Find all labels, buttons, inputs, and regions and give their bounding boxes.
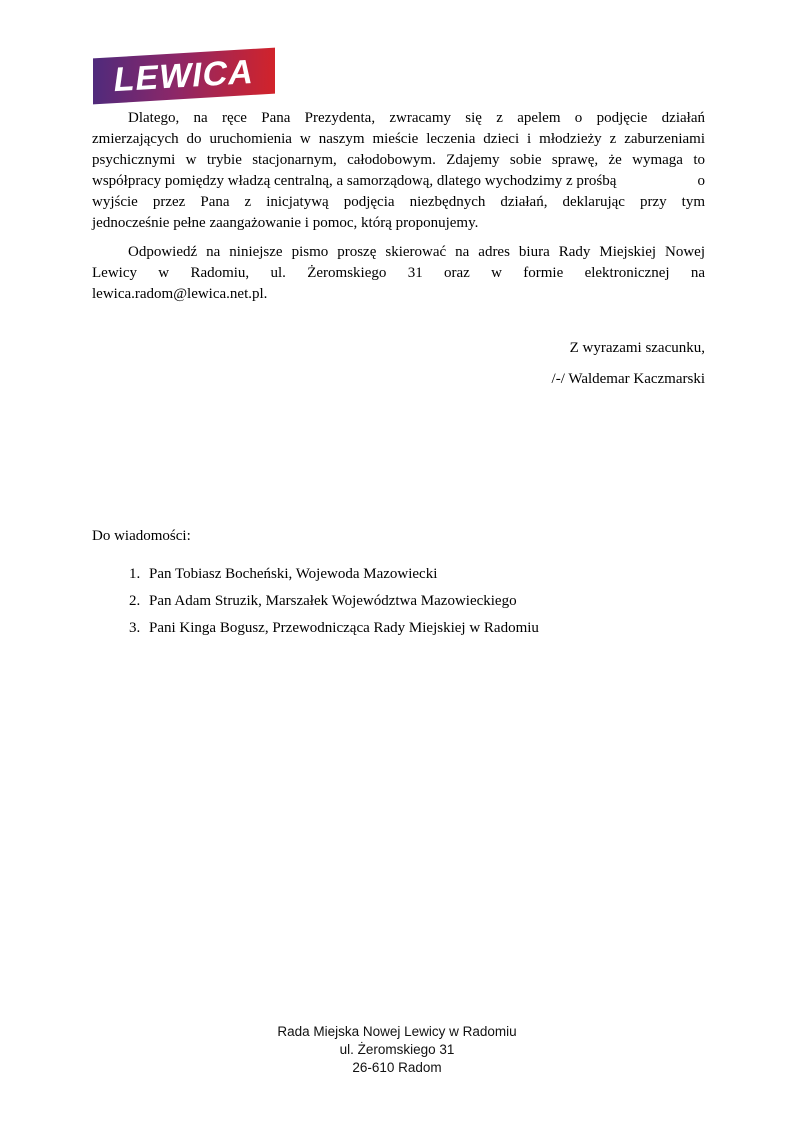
p2-line-1: Odpowiedź na niniejsze pismo proszę skierować na adres biura Rady Miejskiej Nowej: [128, 244, 705, 260]
cc-item-1: 1. Pan Tobiasz Bocheński, Wojewoda Mazowiecki: [144, 564, 705, 585]
closing-phrase: Z wyrazami szacunku,: [569, 340, 705, 356]
p1-line-1: Dlatego, na ręce Pana Prezydenta, zwracamy się z apelem o podjęcie działań: [128, 110, 705, 126]
p1-line-5: wyjście przez Pana z inicjatywą podjęcia niezbędnych działań, deklarując przy tym: [92, 194, 705, 210]
p1-line-4-tail: o: [697, 173, 705, 189]
signature-name: /-/ Waldemar Kaczmarski: [551, 371, 705, 387]
paragraph-2: [92, 242, 705, 305]
footer-city: 26-610 Radom: [352, 1060, 442, 1075]
p2-line-3 email-text: lewica.radom@lewica.net.pl.: [92, 286, 268, 302]
p1-line-3: psychicznymi w trybie stacjonarnym, całodobowym. Zdajemy sobie sprawę, że wymaga to: [92, 152, 705, 168]
p1-line-4: [92, 171, 705, 192]
lewica-logo-text: LEWICA: [111, 52, 257, 100]
letter-body: [92, 108, 705, 645]
paragraph-1: [92, 108, 705, 234]
p1-line-6: jednocześnie pełne zaangażowanie i pomoc, którą proponujemy.: [92, 215, 479, 231]
footer-street: ul. Żeromskiego 31: [339, 1042, 455, 1057]
cc-list: [92, 564, 705, 639]
p1-line-2: zmierzających do uruchomienia w naszym mieście leczenia dzieci i młodzieży z zaburzeniami: [92, 131, 705, 147]
cc-item-2: 2. Pan Adam Struzik, Marszałek Województwa Mazowieckiego: [144, 591, 705, 612]
cc-item-3: 3. Pani Kinga Bogusz, Przewodnicząca Rady Miejskiej w Radomiu: [144, 618, 705, 639]
p2-line-2: Lewicy w Radomiu, ul. Żeromskiego 31 oraz w formie elektronicznej na: [92, 265, 705, 281]
lewica-logo: [93, 48, 275, 105]
footer-address: [0, 1023, 794, 1077]
footer-organization: Rada Miejska Nowej Lewicy w Radomiu: [277, 1024, 517, 1039]
cc-heading: Do wiadomości:: [92, 528, 191, 544]
p1-line-4-main: współpracy pomiędzy władzą centralną, a samorządową, dlatego wychodzimy z prośbą: [92, 173, 617, 189]
